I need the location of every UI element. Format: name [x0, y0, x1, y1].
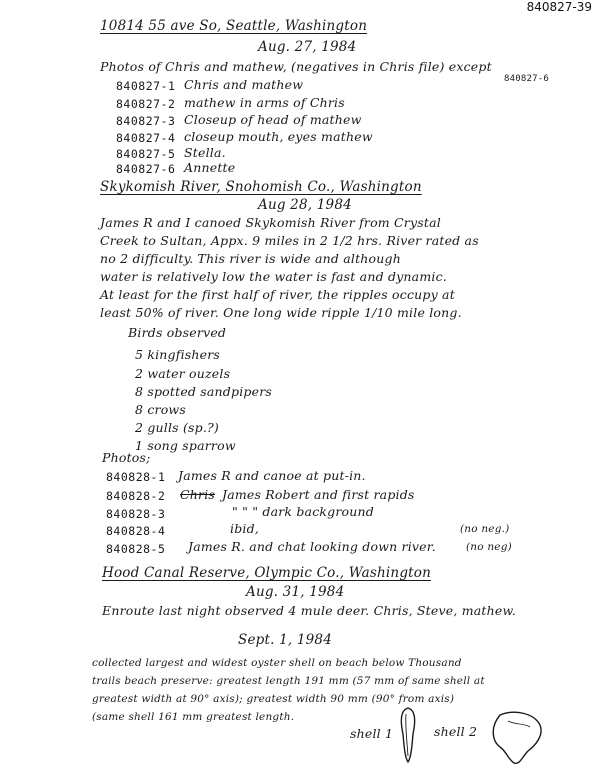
- photo-id: 840828-2: [106, 489, 166, 503]
- photo-desc: Chris and mathew: [184, 77, 304, 92]
- hood-canal-text: Enroute last night observed 4 mule deer. Chris, Steve, mathew.: [102, 603, 517, 618]
- paragraph-line: greatest width at 90° axis); greatest width 90 mm (90° from axis): [92, 693, 455, 705]
- photo-desc: mathew in arms of Chris: [184, 95, 345, 110]
- photo-desc: Closeup of head of mathew: [184, 112, 362, 127]
- sketch-label-shell-1: shell 1: [350, 726, 394, 741]
- bird-item: 5 kingfishers: [135, 347, 221, 362]
- bird-item: 8 spotted sandpipers: [135, 384, 272, 399]
- sketch-label-shell-2: shell 2: [434, 724, 478, 739]
- photo-id: 840828-4: [106, 524, 166, 538]
- date-aug-28: Aug 28, 1984: [258, 197, 352, 213]
- document-number: 840827-39: [526, 0, 592, 14]
- photo-note: (no neg): [466, 541, 512, 553]
- photo-desc: James R and canoe at put-in.: [178, 468, 366, 483]
- paragraph-line: least 50% of river. One long wide ripple 1/10 mile long.: [100, 305, 462, 320]
- bird-item: 8 crows: [135, 402, 186, 417]
- photo-desc: James Robert and first rapids: [222, 487, 415, 502]
- date-aug-31: Aug. 31, 1984: [246, 584, 345, 600]
- photo-id: 840828-5: [106, 542, 166, 556]
- paragraph-line: Creek to Sultan, Appx. 9 miles in 2 1/2 hrs. River rated as: [100, 233, 479, 248]
- location-heading-skykomish: Skykomish River, Snohomish Co., Washington: [100, 179, 422, 195]
- photo-desc: Stella.: [184, 145, 226, 160]
- photo-desc: closeup mouth, eyes mathew: [184, 129, 373, 144]
- photo-desc: James R. and chat looking down river.: [188, 539, 436, 554]
- date-aug-27: Aug. 27, 1984: [258, 39, 357, 55]
- photo-id: 840827-4: [116, 131, 176, 145]
- struck-word: Chris: [180, 487, 216, 502]
- photo-id: 840828-1: [106, 470, 166, 484]
- photo-note: (no neg.): [460, 523, 510, 535]
- bird-item: 1 song sparrow: [135, 438, 236, 453]
- paragraph-line: water is relatively low the water is fast and dynamic.: [100, 269, 447, 284]
- photo-desc: " " " dark background: [232, 504, 374, 519]
- paragraph-line: collected largest and widest oyster shell on beach below Thousand: [92, 657, 462, 669]
- paragraph-line: At least for the first half of river, the ripples occupy at: [100, 287, 455, 302]
- photo-id: 840827-5: [116, 147, 176, 161]
- bird-item: 2 gulls (sp.?): [135, 420, 220, 435]
- shell-1-sketch: [396, 706, 420, 764]
- photo-id: 840828-3: [106, 507, 166, 521]
- location-heading-hood-canal: Hood Canal Reserve, Olympic Co., Washington: [102, 565, 432, 581]
- bird-item: 2 water ouzels: [135, 366, 231, 381]
- photos-heading: Photos;: [102, 450, 151, 465]
- margin-note: 840827-6: [504, 74, 549, 84]
- photo-id: 840827-6: [116, 162, 176, 176]
- paragraph-line: trails beach preserve: greatest length 191 mm (57 mm of same shell at: [92, 675, 485, 687]
- photo-desc: Annette: [184, 160, 236, 175]
- photo-desc: ibid,: [230, 521, 259, 536]
- paragraph-line: (same shell 161 mm greatest length.: [92, 711, 295, 723]
- photo-id: 840827-2: [116, 97, 176, 111]
- photos-intro: Photos of Chris and mathew, (negatives in Chris file) except: [100, 59, 492, 74]
- photo-id: 840827-1: [116, 79, 176, 93]
- shell-2-sketch: [486, 707, 546, 767]
- location-heading-seattle: 10814 55 ave So, Seattle, Washington: [100, 18, 368, 34]
- birds-heading: Birds observed: [128, 325, 227, 340]
- photo-id: 840827-3: [116, 114, 176, 128]
- paragraph-line: no 2 difficulty. This river is wide and although: [100, 251, 401, 266]
- date-sept-1: Sept. 1, 1984: [238, 632, 333, 648]
- paragraph-line: James R and I canoed Skykomish River from Crystal: [100, 215, 441, 230]
